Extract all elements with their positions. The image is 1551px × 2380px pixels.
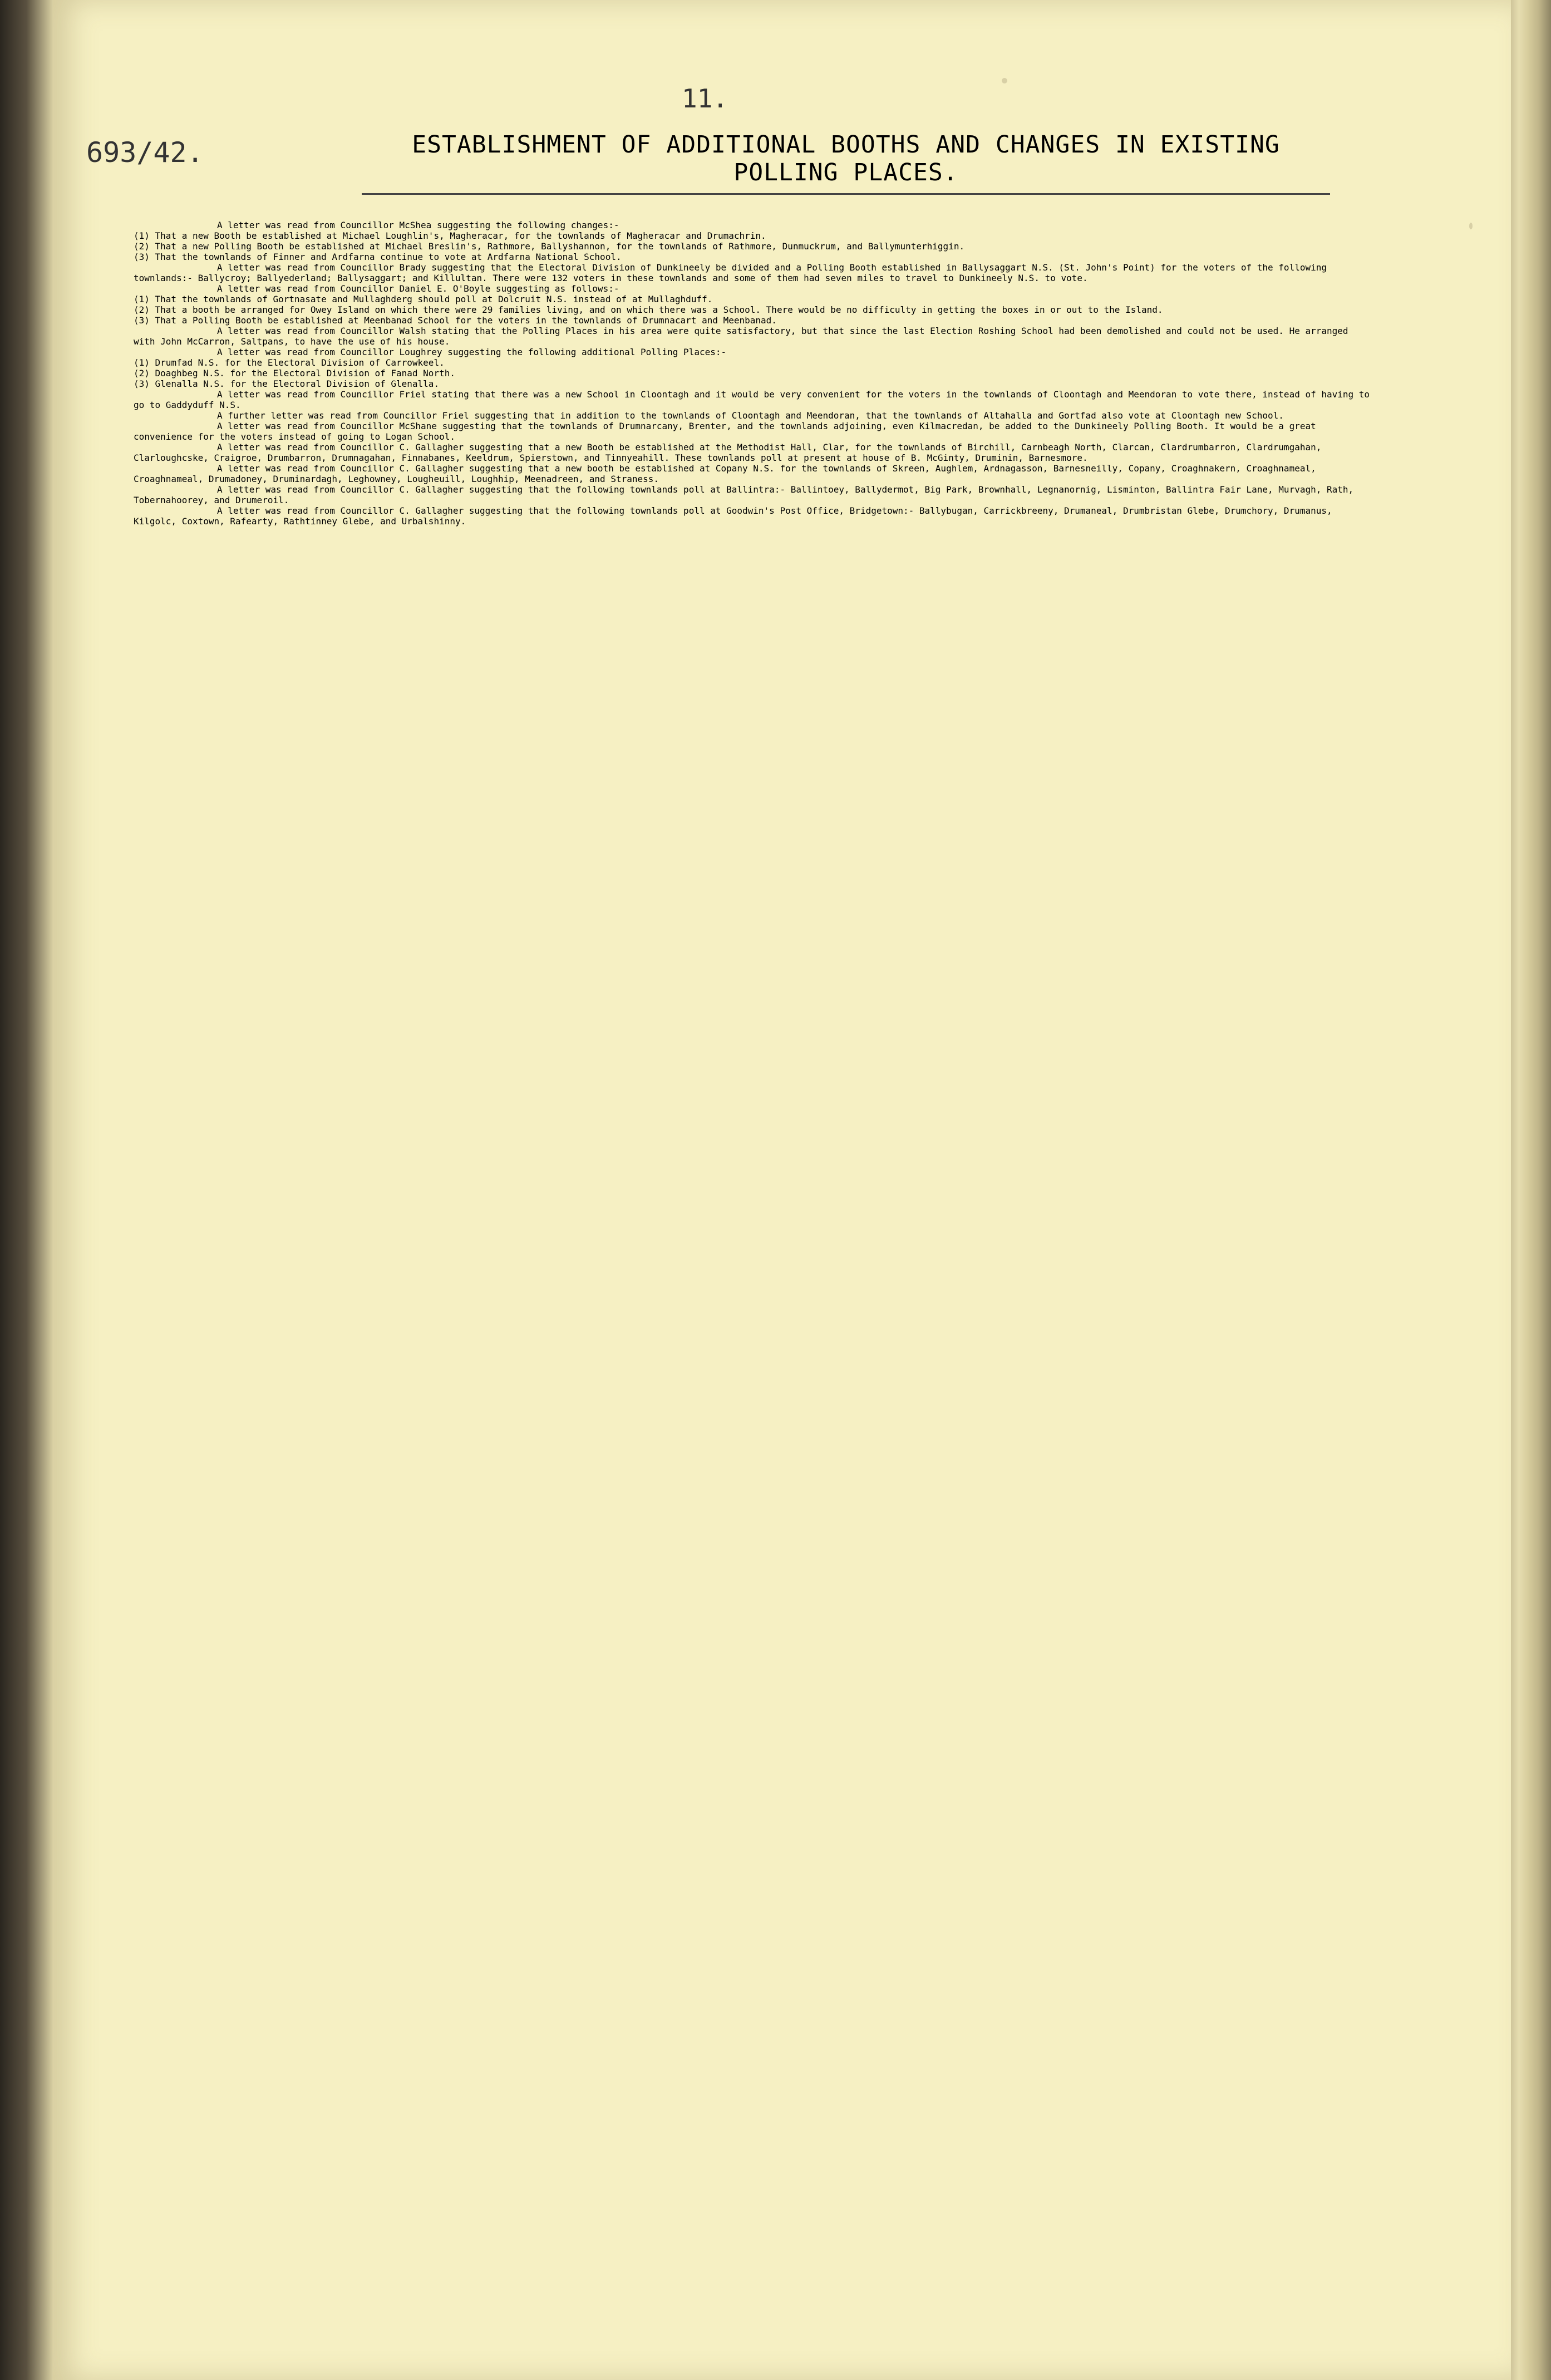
minutes-paragraph: A further letter was read from Councillor Friel suggesting that in addition to the townlands of Cloontagh and Meendoran, that the townlands of Altahalla and Gortfad also vote at Cloontagh new School. [217, 410, 1284, 421]
minutes-body [134, 220, 1375, 527]
numbered-suggestion: (1) That the townlands of Gortnasate and Mullaghderg should poll at Dolcruit N.S. instead of at Mullaghduff. [134, 294, 713, 304]
page-edge-stack [1511, 0, 1551, 2380]
minutes-paragraph: A letter was read from Councillor C. Gallagher suggesting that a new booth be established at Copany N.S. for the townlands of Skreen, Aughlem, Ardnagasson, Barnesneilly, Copany, Croaghnakern, Croaghnameal, Croaghnameal, Drumadoney, Druminardagh, Leghowney, Lougheuill, Loughhip, Meenadreen, and Straness. [134, 463, 1322, 484]
numbered-suggestion: (1) That a new Booth be established at Michael Loughlin's, Magheracar, for the townlands of Magheracar and Drumachrin. [134, 230, 766, 241]
minute-reference-number: 693/42. [86, 136, 204, 169]
page-number: 11. [682, 83, 728, 114]
heading-line-1: ESTABLISHMENT OF ADDITIONAL BOOTHS AND CHANGES IN EXISTING [412, 131, 1280, 159]
minutes-paragraph: A letter was read from Councillor Daniel E. O'Boyle suggesting as follows:- [217, 283, 619, 294]
minutes-paragraph: A letter was read from Councillor Friel stating that there was a new School in Cloontagh and it would be very convenient for the voters in the townlands of Cloontagh and Meendoran to vote there, instead of having to go to Gaddyduff N.S. [134, 389, 1375, 410]
minutes-paragraph: A letter was read from Councillor C. Gallagher suggesting that the following townlands poll at Goodwin's Post Office, Bridgetown:- Ballybugan, Carrickbreeny, Drumaneal, Drumbristan Glebe, Drumchory, Drumanus, Kilgolc, Coxtown, Rafearty, Rathtinney Glebe, and Urbalshinny. [134, 505, 1338, 527]
paper-blemish [1002, 78, 1007, 83]
paper-blemish [1469, 223, 1473, 229]
numbered-suggestion: (3) Glenalla N.S. for the Electoral Division of Glenalla. [134, 378, 440, 389]
numbered-suggestion: (2) That a booth be arranged for Owey Island on which there were 29 families living, and on which there was a School. There would be no difficulty in getting the boxes in or out to the Island. [134, 304, 1163, 315]
numbered-suggestion: (2) That a new Polling Booth be established at Michael Breslin's, Rathmore, Ballyshannon, for the townlands of Rathmore, Dunmuckrum, and Ballymunterhiggin. [134, 241, 965, 252]
numbered-suggestion: (2) Doaghbeg N.S. for the Electoral Division of Fanad North. [134, 368, 455, 378]
minutes-paragraph: A letter was read from Councillor Loughrey suggesting the following additional Polling Places:- [217, 347, 727, 357]
book-binding [0, 0, 53, 2380]
heading-underline [362, 193, 1330, 195]
minutes-paragraph: A letter was read from Councillor C. Gallagher suggesting that the following townlands poll at Ballintra:- Ballintoey, Ballydermot, Big Park, Brownhall, Legnanornig, Lisminton, Ballintra Fair Lane, Murvagh, Rath, Tobernahoorey, and Drumeroil. [134, 484, 1359, 505]
section-heading [356, 131, 1336, 186]
numbered-suggestion: (1) Drumfad N.S. for the Electoral Division of Carrowkeel. [134, 357, 445, 368]
heading-line-2: POLLING PLACES. [733, 159, 958, 186]
numbered-suggestion: (3) That a Polling Booth be established at Meenbanad School for the voters in the townlands of Drumnacart and Meenbanad. [134, 315, 777, 326]
minutes-paragraph: A letter was read from Councillor McShane suggesting that the townlands of Drumnarcany, Brenter, and the townlands adjoining, even Kilmacredan, be added to the Dunkineely Polling Booth. It would be a great convenience for the voters instead of going to Logan School. [134, 421, 1322, 442]
minutes-paragraph: A letter was read from Councillor Walsh stating that the Polling Places in his area were quite satisfactory, but that since the last Election Roshing School had been demolished and could not be used. He arranged with John McCarron, Saltpans, to have the use of his house. [134, 326, 1354, 347]
minutes-paragraph: A letter was read from Councillor Brady suggesting that the Electoral Division of Dunkineely be divided and a Polling Booth established in Ballysaggart N.S. (St. John's Point) for the voters of the following townlands:- Ballycroy; Ballyederland; Ballysaggart; and Killultan. There were 132 voters in these townlands and some of them had seven miles to travel to Dunkineely N.S. to vote. [134, 262, 1332, 283]
numbered-suggestion: (3) That the townlands of Finner and Ardfarna continue to vote at Ardfarna National School. [134, 252, 622, 262]
minutes-paragraph: A letter was read from Councillor McShea suggesting the following changes:- [217, 220, 619, 230]
minutes-paragraph: A letter was read from Councillor C. Gallagher suggesting that a new Booth be established at the Methodist Hall, Clar, for the townlands of Birchill, Carnbeagh North, Clarcan, Clardrumbarron, Clardrumgahan, Clarloughcske, Craigroe, Drumbarron, Drumnagahan, Finnabanes, Keeldrum, Spierstown, and Tinnyeahill. These townlands poll at present at house of B. McGinty, Druminin, Barnesmore. [134, 442, 1327, 463]
